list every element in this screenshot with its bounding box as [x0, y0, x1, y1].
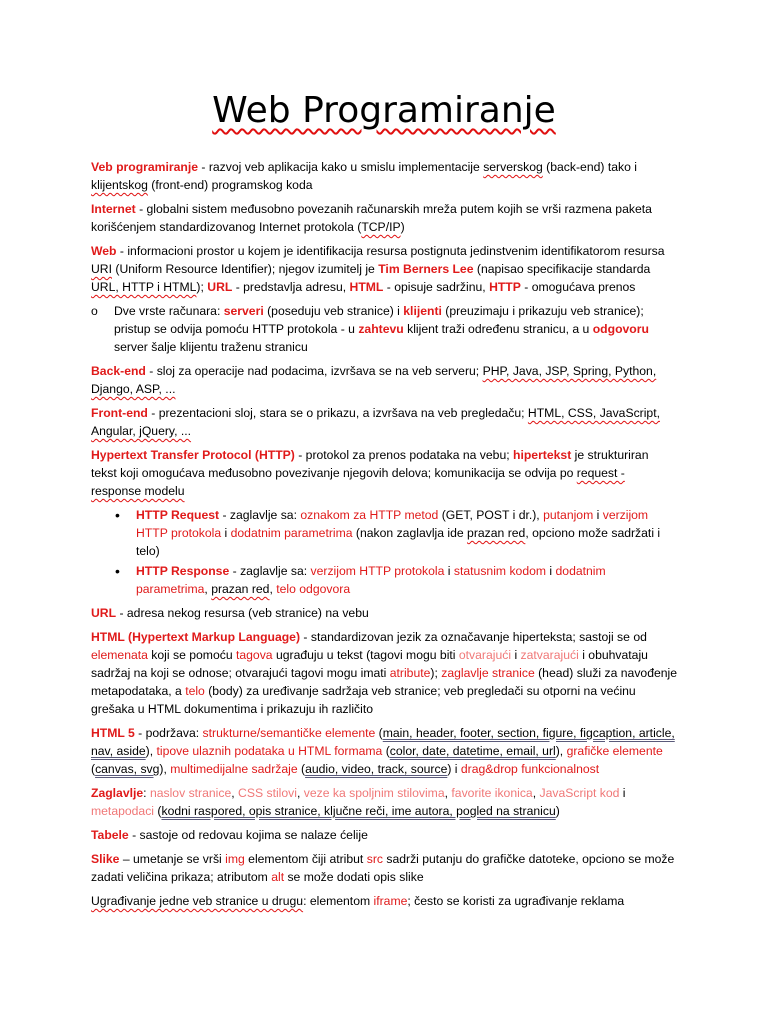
- paragraph-web: Web - informacioni prostor u kojem je identifikacija resursa postignuta jedinstvenim identifikatorom resursa URI (Uniform Resource Identifier); njegov izumitelj je Tim Berners Lee (napisao specifikacije standarda URL, HTTP i HTML); URL - predstavlja adresu, HTML - opisuje sadržinu, HTTP - omogućava prenos: [91, 244, 665, 294]
- paragraph-slike: Slike – umetanje se vrši img elementom čiji atribut src sadrži putanju do grafičke datoteke, opciono se može zadati veličina prikaza; atributom alt se može dodati opis slike: [91, 852, 675, 884]
- list-item-http-request: • HTTP Request - zaglavlje sa: oznakom za HTTP metod (GET, POST i dr.), putanjom i verzijom HTTP protokola i dodatnim parametrima (nakon zaglavlja ide prazan red, opciono može sadržati i telo): [113, 506, 677, 560]
- list-item: o Dve vrste računara: serveri (poseduju veb stranice) i klijenti (preuzimaju i prikazuju veb stranice); pristup se odvija pomoću HTTP protokola - u zahtevu klijent traži određenu stranicu, a u odgovoru server šalje klijentu traženu stranicu: [91, 302, 677, 356]
- computer-types-list: [91, 302, 677, 356]
- http-message-list: [113, 506, 677, 598]
- paragraph-zaglavlje: Zaglavlje: naslov stranice, CSS stilovi, veze ka spoljnim stilovima, favorite ikonica, JavaScript kod i metapodaci (kodni raspored, opis stranice, ključne reči, ime autora, pogled na stranicu): [91, 786, 626, 818]
- paragraph-http: Hypertext Transfer Protocol (HTTP) - protokol za prenos podataka na vebu; hipertekst je strukturiran tekst koji omogućava međusobno povezivanje njegovih delova; komunikacija se odvija po request - response modelu: [91, 448, 649, 498]
- paragraph-html: HTML (Hypertext Markup Language) - standardizovan jezik za označavanje hiperteksta; sastoji se od elemenata koji se pomoću tagova ugrađuju u tekst (tagovi mogu biti otvarajući i zatvarajući i obuhvataju sadržaj na koji se odnose; otvarajući tagovi mogu imati atribute); zaglavlje stranice (head) služi za navođenje metapodataka, a telo (body) za uređivanje sadržaja veb stranice; veb pregledači su otporni na većinu grešaka u HTML dokumentima i prikazuju ih različito: [91, 630, 678, 716]
- paragraph-back-end: Back-end - sloj za operacije nad podacima, izvršava se na veb serveru; PHP, Java, JSP, Spring, Python, Django, ASP, ...: [91, 364, 657, 396]
- paragraph-html5: HTML 5 - podržava: strukturne/semantičke elemente (main, header, footer, section, figure, figcaption, article, nav, aside), tipove ulaznih podataka u HTML formama (color, date, datetime, email, url), grafičke elemente (canvas, svg), multimedijalne sadržaje (audio, video, track, source) i drag&drop funkcionalnost: [91, 726, 675, 776]
- paragraph-url: URL - adresa nekog resursa (veb stranice) na vebu: [91, 606, 369, 620]
- paragraph-veb-programiranje: Veb programiranje - razvoj veb aplikacija kako u smislu implementacije serverskog (back-end) tako i klijentskog (front-end) programskog koda: [91, 160, 637, 192]
- paragraph-internet: Internet - globalni sistem međusobno povezanih računarskih mreža putem kojih se vrši razmena paketa korišćenjem standardizovanog Internet protokola (TCP/IP): [91, 202, 652, 234]
- document-title: Web Programiranje: [212, 90, 556, 131]
- paragraph-iframe: Ugrađivanje jedne veb stranice u drugu: elementom iframe; često se koristi za ugrađivanje reklama: [91, 894, 625, 908]
- paragraph-tabele: Tabele - sastoje od redovau kojima se nalaze ćelije: [91, 828, 368, 842]
- paragraph-front-end: Front-end - prezentacioni sloj, stara se o prikazu, a izvršava na veb pregledaču; HTML, CSS, JavaScript, Angular, jQuery, ...: [91, 406, 660, 438]
- list-item-http-response: • HTTP Response - zaglavlje sa: verzijom HTTP protokola i statusnim kodom i dodatnim parametrima, prazan red, telo odgovora: [113, 562, 677, 598]
